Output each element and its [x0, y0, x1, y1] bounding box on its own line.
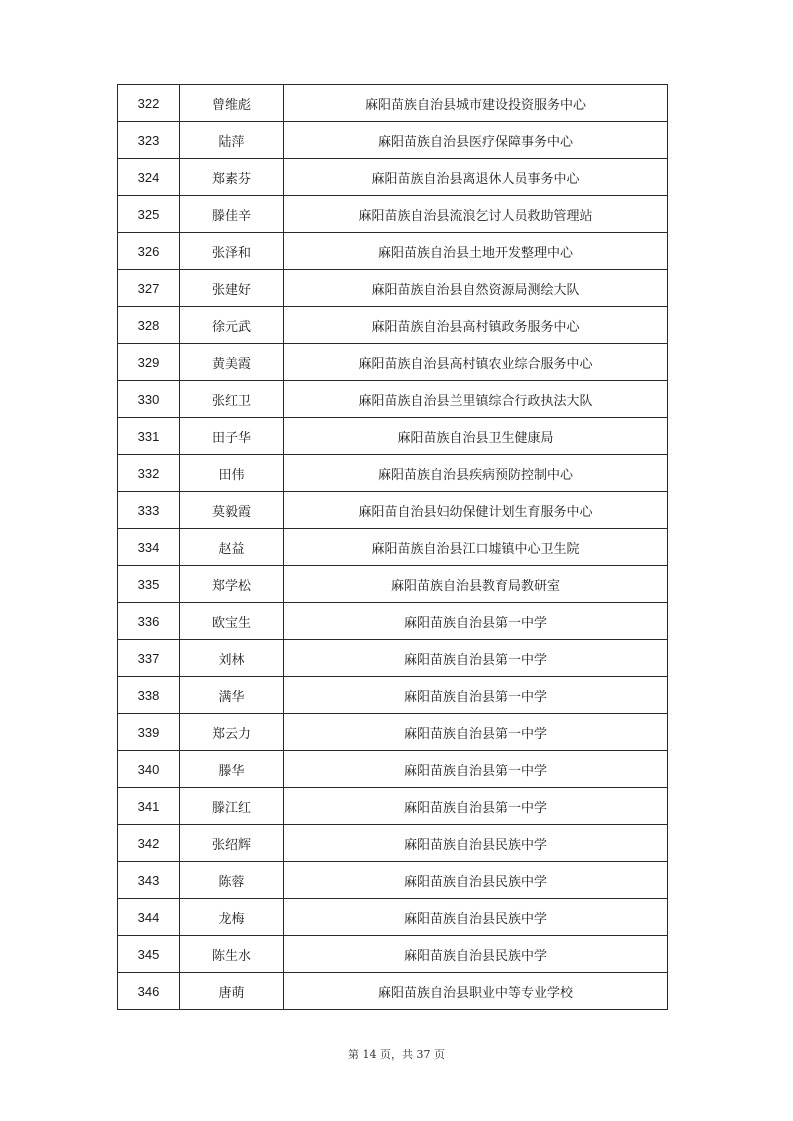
- serial-number-cell: 342: [118, 825, 180, 862]
- work-unit-cell: 麻阳苗族自治县流浪乞讨人员救助管理站: [284, 196, 668, 233]
- serial-number-cell: 343: [118, 862, 180, 899]
- work-unit-cell: 麻阳苗族自治县第一中学: [284, 603, 668, 640]
- serial-number-cell: 328: [118, 307, 180, 344]
- work-unit-cell: 麻阳苗族自治县民族中学: [284, 936, 668, 973]
- serial-number-cell: 322: [118, 85, 180, 122]
- work-unit-cell: 麻阳苗自治县妇幼保健计划生育服务中心: [284, 492, 668, 529]
- person-name-cell: 龙梅: [180, 899, 284, 936]
- table-row: [118, 899, 668, 936]
- table-row: [118, 825, 668, 862]
- serial-number-cell: 332: [118, 455, 180, 492]
- table-row: [118, 714, 668, 751]
- work-unit-cell: 麻阳苗族自治县离退休人员事务中心: [284, 159, 668, 196]
- person-name-cell: 唐萌: [180, 973, 284, 1010]
- serial-number-cell: 338: [118, 677, 180, 714]
- serial-number-cell: 337: [118, 640, 180, 677]
- person-name-cell: 滕佳辛: [180, 196, 284, 233]
- serial-number-cell: 334: [118, 529, 180, 566]
- table-row: [118, 233, 668, 270]
- table-row: [118, 677, 668, 714]
- person-name-cell: 郑素芬: [180, 159, 284, 196]
- person-name-cell: 张红卫: [180, 381, 284, 418]
- table-row: [118, 529, 668, 566]
- serial-number-cell: 330: [118, 381, 180, 418]
- work-unit-cell: 麻阳苗族自治县第一中学: [284, 640, 668, 677]
- table-row: [118, 307, 668, 344]
- person-name-cell: 刘林: [180, 640, 284, 677]
- serial-number-cell: 336: [118, 603, 180, 640]
- table-row: [118, 640, 668, 677]
- table-row: [118, 85, 668, 122]
- work-unit-cell: 麻阳苗族自治县教育局教研室: [284, 566, 668, 603]
- serial-number-cell: 324: [118, 159, 180, 196]
- serial-number-cell: 325: [118, 196, 180, 233]
- person-name-cell: 田子华: [180, 418, 284, 455]
- person-name-cell: 欧宝生: [180, 603, 284, 640]
- table-row: [118, 973, 668, 1010]
- table-row: [118, 751, 668, 788]
- serial-number-cell: 335: [118, 566, 180, 603]
- work-unit-cell: 麻阳苗族自治县第一中学: [284, 751, 668, 788]
- person-name-cell: 张建好: [180, 270, 284, 307]
- serial-number-cell: 331: [118, 418, 180, 455]
- work-unit-cell: 麻阳苗族自治县第一中学: [284, 788, 668, 825]
- table-row: [118, 381, 668, 418]
- person-name-cell: 莫毅霞: [180, 492, 284, 529]
- table-row: [118, 492, 668, 529]
- table-row: [118, 603, 668, 640]
- person-name-cell: 滕华: [180, 751, 284, 788]
- person-name-cell: 陈蓉: [180, 862, 284, 899]
- table-row: [118, 788, 668, 825]
- table-row: [118, 122, 668, 159]
- serial-number-cell: 339: [118, 714, 180, 751]
- work-unit-cell: 麻阳苗族自治县城市建设投资服务中心: [284, 85, 668, 122]
- table-row: [118, 862, 668, 899]
- serial-number-cell: 345: [118, 936, 180, 973]
- person-name-cell: 张绍辉: [180, 825, 284, 862]
- person-name-cell: 郑学松: [180, 566, 284, 603]
- person-name-cell: 张泽和: [180, 233, 284, 270]
- work-unit-cell: 麻阳苗族自治县职业中等专业学校: [284, 973, 668, 1010]
- page-footer: 第 14 页，共 37 页: [348, 1048, 445, 1061]
- table-row: [118, 936, 668, 973]
- work-unit-cell: 麻阳苗族自治县疾病预防控制中心: [284, 455, 668, 492]
- work-unit-cell: 麻阳苗族自治县高村镇政务服务中心: [284, 307, 668, 344]
- table-row: [118, 196, 668, 233]
- table-row: [118, 566, 668, 603]
- person-name-cell: 满华: [180, 677, 284, 714]
- person-name-cell: 徐元武: [180, 307, 284, 344]
- work-unit-cell: 麻阳苗族自治县自然资源局测绘大队: [284, 270, 668, 307]
- work-unit-cell: 麻阳苗族自治县江口墟镇中心卫生院: [284, 529, 668, 566]
- person-name-cell: 曾维彪: [180, 85, 284, 122]
- person-name-cell: 陆萍: [180, 122, 284, 159]
- work-unit-cell: 麻阳苗族自治县民族中学: [284, 825, 668, 862]
- person-name-cell: 黄美霞: [180, 344, 284, 381]
- work-unit-cell: 麻阳苗族自治县医疗保障事务中心: [284, 122, 668, 159]
- table-row: [118, 270, 668, 307]
- person-name-cell: 郑云力: [180, 714, 284, 751]
- serial-number-cell: 329: [118, 344, 180, 381]
- work-unit-cell: 麻阳苗族自治县兰里镇综合行政执法大队: [284, 381, 668, 418]
- serial-number-cell: 346: [118, 973, 180, 1010]
- table-row: [118, 159, 668, 196]
- table-row: [118, 418, 668, 455]
- work-unit-cell: 麻阳苗族自治县卫生健康局: [284, 418, 668, 455]
- serial-number-cell: 344: [118, 899, 180, 936]
- serial-number-cell: 340: [118, 751, 180, 788]
- person-name-cell: 田伟: [180, 455, 284, 492]
- work-unit-cell: 麻阳苗族自治县土地开发整理中心: [284, 233, 668, 270]
- roster-body: [118, 85, 668, 1010]
- person-name-cell: 陈生水: [180, 936, 284, 973]
- serial-number-cell: 327: [118, 270, 180, 307]
- roster-table: [117, 84, 668, 1010]
- serial-number-cell: 326: [118, 233, 180, 270]
- serial-number-cell: 323: [118, 122, 180, 159]
- person-name-cell: 赵益: [180, 529, 284, 566]
- work-unit-cell: 麻阳苗族自治县民族中学: [284, 899, 668, 936]
- table-row: [118, 455, 668, 492]
- person-name-cell: 滕江红: [180, 788, 284, 825]
- work-unit-cell: 麻阳苗族自治县第一中学: [284, 714, 668, 751]
- serial-number-cell: 341: [118, 788, 180, 825]
- work-unit-cell: 麻阳苗族自治县民族中学: [284, 862, 668, 899]
- work-unit-cell: 麻阳苗族自治县高村镇农业综合服务中心: [284, 344, 668, 381]
- work-unit-cell: 麻阳苗族自治县第一中学: [284, 677, 668, 714]
- serial-number-cell: 333: [118, 492, 180, 529]
- table-row: [118, 344, 668, 381]
